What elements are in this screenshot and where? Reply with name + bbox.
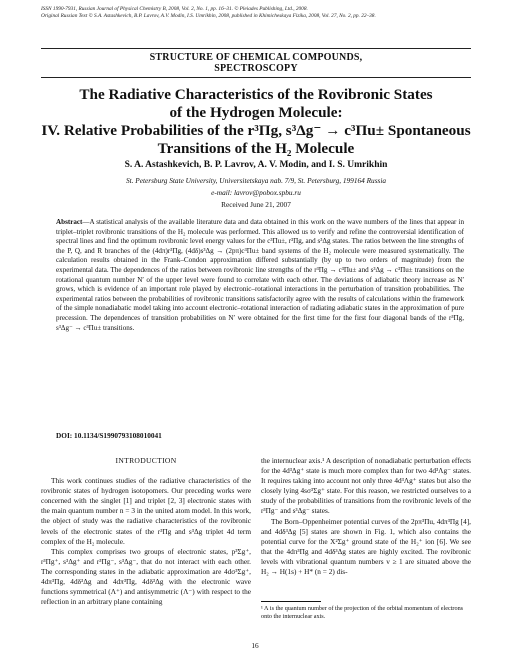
- affiliation: St. Petersburg State University, Universitetskaya nab. 7/9, St. Petersburg, 199164 Russia: [125, 176, 387, 185]
- header-line-2: Original Russian Text © S.A. Astashkevich, B.P. Lavrov, A.V. Modin, I.S. Umrikhin, 2008, published in Khimicheskaya Fizika, 2008, Vol. 27, No. 2, pp. 22–38.: [41, 13, 376, 19]
- title-line-3: IV. Relative Probabilities of the r³Πg, s³Δg⁻ → c³Πu± Spontaneous Transitions of the H₂ Molecule: [41, 122, 471, 157]
- page-number: 16: [251, 641, 259, 650]
- authors: S. A. Astashkevich, B. P. Lavrov, A. V. Modin, and I. S. Umrikhin: [124, 160, 388, 170]
- section-heading: [41, 52, 471, 74]
- intro-paragraph-2: This complex comprises two groups of electronic states, p³Σg⁺, r³Πg⁺, s³Δg⁺ and r³Πg⁻, s³Δg⁻, that do not interact with each other. The corresponding states in the adiabatic approximation are 4dσ³Σg⁺, 4dπ³Πg, 4dδ³Δg and 4dπ³Πg, 4dδ³Δg with the electronic wave functions symmetrical (Λ⁺) and antisymmetric (Λ⁻) with respect to the reflection in an arbitrary plane containing: [41, 546, 251, 607]
- abstract: [56, 218, 464, 333]
- right-paragraph-1: the internuclear axis.¹ A description of nonadiabatic perturbation effects for the 4d³Δg⁺ state is much more complex than for two 4d³Λg⁻ states. It requires taking into account not only three 4d³Λg⁺ states but also the closely lying 4sσ³Σg⁺ state. For this reason, we restricted ourselves to a study of the probabilities of transitions from the rovibronic levels of the r³Πg⁻ and s³Δg⁻ states.: [261, 456, 471, 516]
- section-line-2: SPECTROSCOPY: [214, 63, 298, 74]
- footnote-rule: [261, 601, 321, 602]
- email[interactable]: e-mail: lavrov@pobox.spbu.ru: [211, 188, 301, 197]
- title-line-1: The Radiative Characteristics of the Rovibronic States: [79, 86, 433, 103]
- abstract-text: —A statistical analysis of the available literature data and data obtained in this work on the wave numbers of the lines that appear in triplet–triplet rovibronic transitions of the H₂ molecule was performed. This allowed us to verify and refine the controversial identification of spectral lines and find the optimum rovibronic level energy values for the c³Πu±, r³Πg, and s³Δg states. The ratios between the line strengths of the P, Q, and R branches of the (4dπ)r³Πg, (4dδ)s³Δg → (2pπ)c³Πu± band systems of the H₂ molecule were measured systematically. The calculation results obtained in the Frank–Condon approximation differed substantially (by up to two orders of magnitude) from the experimental data. The dependences of the ratios between rovibronic line strengths of the r³Πg → c³Πu± and s³Δg → c³Πu± transitions on the rotational quantum number N′ of the upper level were found to correlate with each other. The deviations of adiabatic theory increase as N′ grows, which is evidence of an important role played by electronic–rotational interactions in the perturbation of transition probabilities. The experimental ratios between the probabilities of rovibronic transitions satisfactorily agree with the results of calculations within the framework of the simple nonadiabatic model taking into account electronic–rotational interaction of radiating adiabatic states in the approximation of pure precession. The dependences of transition probabilities on N′ were obtained for the first time for the first four diagonal bands of the r³Πg, s³Δg⁻ → c³Πu± transitions.: [56, 218, 464, 332]
- right-column: [261, 456, 471, 577]
- journal-header: [41, 6, 471, 20]
- section-rule-bottom: [41, 77, 471, 78]
- intro-paragraph-1: This work continues studies of the radiative characteristics of the rovibronic states of hydrogen isotopomers. Our preceding works were concerned with the singlet [1] and triplet [2, 3] electronic states with the main quantum number n = 3 in the united atom model. In this work, the object of study was the radiative characteristics of the rovibronic levels of the electronic states of the r³Πg and s³Δg triplet 4d term complex of the H₂ molecule.: [41, 476, 251, 546]
- footnote: ¹ Λ is the quantum number of the projection of the orbital momentum of electrons onto the internuclear axis.: [261, 605, 464, 620]
- section-line-1: STRUCTURE OF CHEMICAL COMPOUNDS,: [149, 52, 363, 63]
- intro-heading: INTRODUCTION: [115, 456, 177, 465]
- left-column: [41, 456, 251, 607]
- received-date: Received June 21, 2007: [221, 200, 291, 209]
- header-line-1: ISSN 1990-7931, Russian Journal of Physical Chemistry B, 2008, Vol. 2, No. 1, pp. 16–31. © Pleiades Publishing, Ltd., 2008.: [41, 6, 308, 12]
- right-paragraph-2: The Born–Oppenheimer potential curves of the 2pπ³Πu, 4dπ³Πg [4], and 4dδ³Δg [5] states are shown in Fig. 1, which also contains the potential curve for the X²Σg⁺ ground state of the H₂⁺ ion [6]. We see that the 4dπ³Πg and 4dδ³Δg states are highly excited. The rovibronic levels with vibrational quantum numbers v ≥ 1 are situated above the H₂ → H(1s) + H* (n = 2) dis-: [261, 516, 471, 577]
- doi[interactable]: DOI: 10.1134/S1990793108010041: [56, 431, 162, 440]
- title-line-2: of the Hydrogen Molecule:: [169, 104, 343, 121]
- abstract-label: Abstract: [56, 218, 83, 226]
- paper-title: [41, 86, 471, 158]
- section-rule-top: [41, 48, 471, 49]
